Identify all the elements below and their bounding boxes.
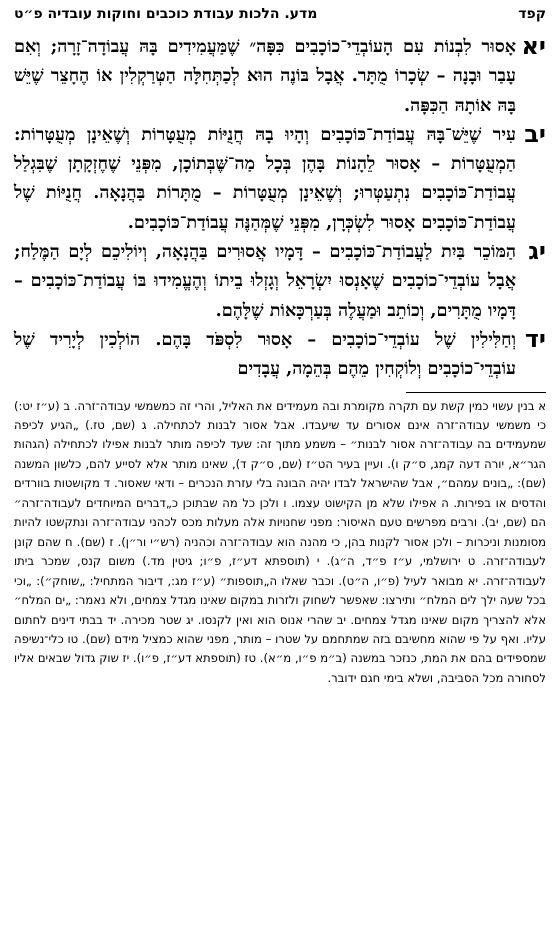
page-header bbox=[14, 6, 546, 28]
paragraph-number: יב bbox=[524, 119, 546, 148]
page-number: קפד bbox=[518, 6, 546, 22]
halacha-paragraph bbox=[14, 120, 546, 237]
halacha-paragraph bbox=[14, 237, 546, 325]
running-title: מדע. הלכות עבודת כוכבים וחוקות עובדיה פ״ט bbox=[14, 6, 318, 22]
paragraph-text: אָסוּר לִבְנוֹת עִם הָעוֹבְדֵי־כוֹכָבִים כִּפָּה״ שֶׁמַּעֲמִידִים בָּהּ עֲבוֹדָה־זָרָה; וְאִם עָבַר וּבָנָה – שְׂכָרוֹ מֻתָּר. אֲבָל בּוֹנֶה הוּא לְכַתְּחִלָּה הַטְּרַקְלִין אוֹ הֶחָצֵר שֶׁיֵּשׁ בָּהּ אוֹתָהּ הַכִּפָּה. bbox=[14, 36, 516, 116]
main-text bbox=[14, 32, 546, 384]
paragraph-text: עִיר שֶׁיֵּשׁ־בָּהּ עֲבוֹדַת־כּוֹכָבִים וְהָיוּ בָהּ חֲנֻיּוֹת מְעֻטָּרוֹת וְשֶׁאֵינָן מְעֻטָּרוֹת: הַמְעֻטָּרוֹת – אָסוּר לֵהָנוֹת בָּהֶן בְּכָל מַה־שֶּׁבְּתוֹכָן, מִפְּנֵי שֶׁחֶזְקָתָן שֶׁבִּגְלַל עֲבוֹדַת־כּוֹכָבִים נִתְעַטְּרוּ; וְשֶׁאֵינָן מְעֻטָּרוֹת – מֻתָּרוֹת בַּהֲנָאָה. חֲנֻיּוֹת שֶׁל עֲבוֹדַת־כּוֹכָבִים אָסוּר לִשְׂכְּרָן, מִפְּנֵי שֶׁמְּהַנֶּה עֲבוֹדַת־כּוֹכָבִים. bbox=[14, 123, 516, 233]
footnotes: א בנין עשוי כמין קשת עם תקרה מקומרת ובה מעמידים את האליל, והרי זה כמשמשי עבודה־זרה. ב (ע״ז יט:) כי משמשי עבודה־זרה אינם אסורים עד שיעבדו. אבל אסור לבנות לכתחילה. ג (שם, טז.) „הגיע לכיפה שמעמידים בה עבודה־זרה אסור לבנות״ – משמע מתוך זה: שעד לכיפה מותר לבנות אפילו לכתחילה (הגהות הגר״א, יורה דעה קמג, ס״ק ו). ועיין בעיר הט״ז (שם, ס״ק ד), שאינו מותר אלא לסייע להם, כלשון המשנה (שם): „בונים עמהם״, אבל שהישראל לבדו יהיה הבונה בלי עזרת הנכרים – ודאי שאסור. ד מקושטות בוורדים והדסים או בפירות. ה אפילו שלא מן הקישוט עצמו. ו ולכן כל מה שבתוכן כ„דברים המיוחדים לעבודה־זרה״ הם (שם, יב). ורבים מפרשים טעם האיסור: מפני שחנויות אלה מעלות מכס לכהני עבודה־זרה ונתקשטו להיות מסומנות וניכרות – ולכן אסור לקנות בהן, כי מהנה הוא עבודה־זרה וכהניה (רש״י ור״ן). ז (שם). ח שהם קונן לעבודה־זרה. ט ירושלמי, ע״ז פ״ד, ה״ג). י (תוספתא דע״ז, פ״ו; גיטין מד.) משום קנס, שמכר ביתו לעבודה־זרה. יא מבואר לעיל (פ״ו, ה״ט). וכבר שאלו ה„תוספות״ (ע״ז מג:, דיבור המתחיל: „שוחק״): „וכי בכל שעה ילך לים המלח״ ותירצו: שאפשר לשחוק ולזרות במקום שאינו מגדל צמחים, ולא נאמר: „ים המלח״ אלא להצריך מקום שאינו מגדל צמחים. יב שהרי אנוס הוא ואין לקנסו. יג שטר מכירה. יד בבתי דינים לחתום עליו. ואף על פי שהוא מחשיבם בזה שמתחמם על שטרו – מותר, מפני שהוא כמציל מידם (שם). טו כלי־נשיפה שמספידים בהם את המת, כנזכר במשנה (ב״מ פ״ו, מ״א). טז (תוספתא דע״ז, פ״ו). יז שוק גדול שבאים אליו לסחורה מכל הסביבה, ושלא בימי חגם ידובר. bbox=[14, 398, 546, 685]
paragraph-text: וְחַלִּילִין שֶׁל עוֹבְדֵי־כוֹכָבִים – אָסוּר לִסְפֹּד בָּהֶם. הוֹלְכִין לְיָרִיד שֶׁל עוֹבְדֵי־כוֹכָבִים וְלוֹקְחִין מֵהֶם בְּהֵמָה, עֲבָדִים bbox=[14, 328, 516, 380]
paragraph-number: יג bbox=[528, 237, 546, 266]
paragraph-number: יד bbox=[524, 324, 546, 353]
halacha-paragraph bbox=[14, 32, 546, 120]
paragraph-text: הַמּוֹכֵר בַּיִת לַעֲבוֹדַת־כּוֹכָבִים – דָּמָיו אֲסוּרִים בַּהֲנָאָה, וְיוֹלִיכֵם לְיָם הַמֶּלַח; אֲבָל עוֹבְדֵי־כוֹכָבִים שֶׁאָנְסוּ יִשְׂרָאֵל וְגָזְלוּ בֵיתוֹ וְהֶעֱמִידוּ בּוֹ עֲבוֹדַת־כּוֹכָבִים – דָּמָיו מֻתָּרִים, וְכוֹתֵב וּמַעֲלֶה בְּעַרְכָּאוֹת שֶׁלָּהֶם. bbox=[14, 241, 516, 321]
halacha-paragraph bbox=[14, 325, 546, 384]
paragraph-number: יא bbox=[521, 32, 546, 60]
